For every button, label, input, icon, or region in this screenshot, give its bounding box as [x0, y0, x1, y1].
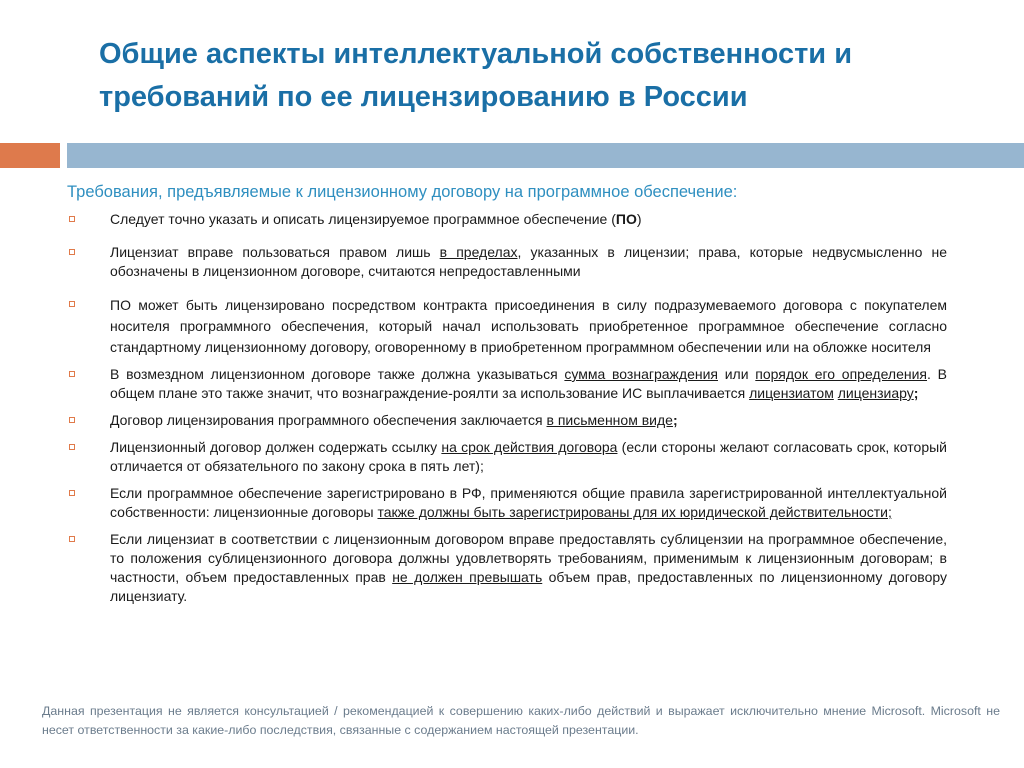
- slide-title: Общие аспекты интеллектуальной собственности и требований по ее лицензированию в России: [99, 38, 853, 113]
- list-item: [67, 365, 947, 403]
- square-bullet-icon: [69, 249, 75, 255]
- list-item: [67, 411, 947, 430]
- item-text-underlined: лицензиатом: [749, 385, 834, 401]
- item-text: Лицензиат вправе пользоваться правом лишь: [110, 244, 440, 260]
- list-item: [67, 295, 947, 358]
- item-text-underlined: сумма вознаграждения: [564, 366, 718, 382]
- item-text: Лицензионный договор должен содержать ссылку: [110, 439, 442, 455]
- list-item: [67, 243, 947, 281]
- item-text-underlined: лицензиару: [837, 385, 914, 401]
- disclaimer-footer: Данная презентация не является консультацией / рекомендацией к совершению каких-либо действий и выражает исключительно мнение Microsoft. Microsoft не несет ответственности за какие-либо последствия, связанные с содержанием настоящей презентации.: [42, 704, 1000, 737]
- list-item: [67, 484, 947, 522]
- item-text: Договор лицензирования программного обеспечения заключается: [110, 412, 547, 428]
- item-text-underlined: в письменном виде: [546, 412, 673, 428]
- item-text-bold: ;: [913, 385, 919, 401]
- item-text: . В общем плане это также значит, что вознаграждение-роялти за использование ИС выплачивается: [110, 366, 947, 401]
- section-subtitle: Требования, предъявляемые к лицензионному договору на программное обеспечение:: [67, 183, 738, 201]
- item-text-underlined: порядок его определения: [755, 366, 928, 382]
- square-bullet-icon: [69, 417, 75, 423]
- square-bullet-icon: [69, 490, 75, 496]
- item-text-underlined: не должен превышать: [392, 569, 543, 585]
- square-bullet-icon: [69, 444, 75, 450]
- item-text: или: [718, 366, 756, 382]
- square-bullet-icon: [69, 536, 75, 542]
- item-text: Если программное обеспечение зарегистрировано в РФ, применяются общие правила зарегистрированной интеллектуальной собственности: лицензионные договоры: [110, 485, 947, 520]
- accent-bar-orange: [0, 143, 60, 168]
- item-text: , указанных в лицензии; права, которые недвусмысленно не обозначены в лицензионном договоре, считаются непредоставленными: [110, 244, 947, 279]
- item-text-underlined: также должны быть зарегистрированы для их юридической действительности;: [377, 504, 892, 520]
- item-text: Если лицензиат в соответствии с лицензионным договором вправе предоставлять сублицензии на программное обеспечение, то положения сублицензионного договора должны удовлетворять требованиям, применимым к лицензионным договорам; в частности, объем предоставленных прав: [110, 531, 947, 585]
- item-text: В возмездном лицензионном договоре также должна указываться: [110, 366, 565, 382]
- requirements-list: [67, 210, 947, 606]
- list-item: [67, 530, 947, 606]
- square-bullet-icon: [69, 371, 75, 377]
- item-text: ): [636, 211, 642, 227]
- item-text: Следует точно указать и описать лицензируемое программное обеспечение (: [110, 211, 616, 227]
- item-text: (если стороны желают согласовать срок, который отличается от обязательного по закону срока в пять лет);: [110, 439, 948, 474]
- item-text-bold: ;: [672, 412, 678, 428]
- square-bullet-icon: [69, 301, 75, 307]
- item-text: объем прав, предоставленных по лицензионному договору лицензиату.: [110, 569, 947, 604]
- item-text-underlined: в пределах: [439, 244, 518, 260]
- item-text: ПО может быть лицензировано посредством контракта присоединения в силу подразумеваемого договора с покупателем носителя программного обеспечения, который начал использовать приобретенное программное обеспечение согласно стандартному лицензионному договору, оговоренному в приобретенном программном обеспечении или на обложке носителя: [110, 297, 947, 355]
- square-bullet-icon: [69, 216, 75, 222]
- list-item: [67, 438, 947, 476]
- list-item: [67, 210, 947, 229]
- accent-bar-blue: [67, 143, 1024, 168]
- item-text-bold: ПО: [615, 211, 637, 227]
- item-text-underlined: на срок действия договора: [441, 439, 618, 455]
